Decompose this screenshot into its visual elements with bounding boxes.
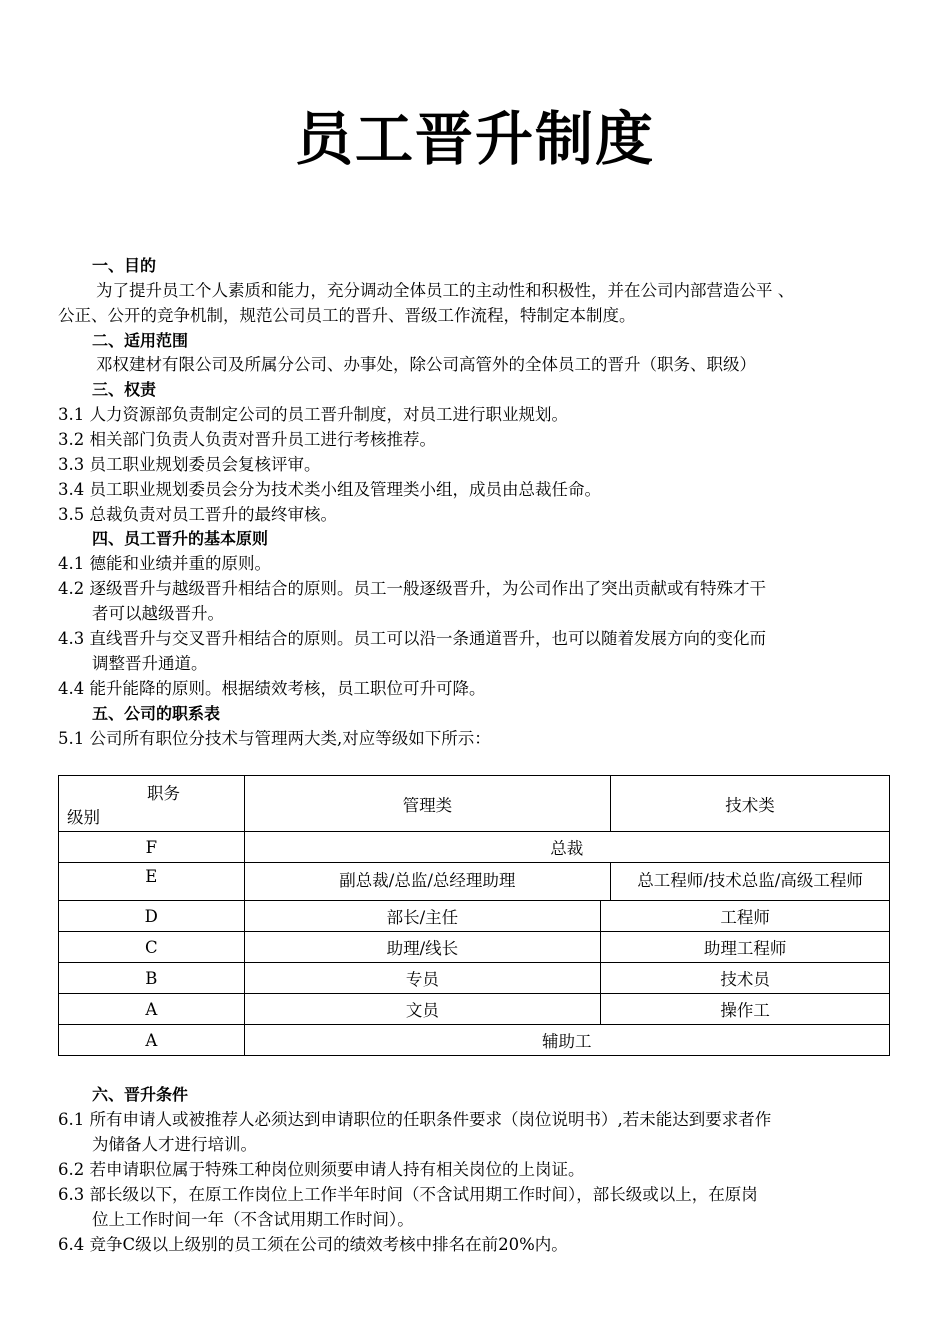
table-row (59, 994, 890, 1025)
principle-item-continuation: 者可以越级晋升。 (92, 604, 224, 623)
table-row (59, 963, 890, 994)
column-header-technical: 技术类 (611, 776, 890, 832)
corner-label-level: 级别 (67, 808, 100, 827)
responsibility-item: 3.2 相关部门负责人负责对晋升员工进行考核推荐。 (58, 430, 436, 449)
scope-paragraph: 邓权建材有限公司及所属分公司、办事处，除公司高管外的全体员工的晋升（职务、职级） (96, 355, 756, 374)
table-row (59, 932, 890, 963)
section-heading-rank-table: 五、公司的职系表 (92, 704, 221, 723)
table-header-row (59, 776, 890, 832)
condition-item: 6.2 若申请职位属于特殊工种岗位则须要申请人持有相关岗位的上岗证。 (58, 1160, 585, 1179)
technical-position-cell: 操作工 (601, 994, 890, 1025)
table-row (59, 832, 890, 863)
column-header-management: 管理类 (244, 776, 611, 832)
responsibility-item: 3.3 员工职业规划委员会复核评审。 (58, 455, 321, 474)
purpose-paragraph-line: 为了提升员工个人素质和能力，充分调动全体员工的主动性和积极性，并在公司内部营造公平 、 (96, 281, 795, 300)
responsibility-item: 3.4 员工职业规划委员会分为技术类小组及管理类小组，成员由总裁任命。 (58, 480, 601, 499)
rank-table (58, 775, 890, 1056)
condition-item-continuation: 为储备人才进行培训。 (92, 1135, 257, 1154)
purpose-paragraph-line: 公正、公开的竞争机制，规范公司员工的晋升、晋级工作流程，特制定本制度。 (58, 306, 636, 325)
management-position-cell: 文员 (244, 994, 601, 1025)
merged-position-cell: 总裁 (244, 832, 889, 863)
condition-item: 6.3 部长级以下，在原工作岗位上工作半年时间（不含试用期工作时间），部长级或以上，在原岗 (58, 1185, 758, 1204)
rank-table-intro: 5.1 公司所有职位分技术与管理两大类,对应等级如下所示： (58, 729, 491, 748)
merged-position-cell: 辅助工 (244, 1025, 889, 1056)
section-heading-scope: 二、适用范围 (92, 331, 189, 350)
principle-item: 4.3 直线晋升与交叉晋升相结合的原则。员工可以沿一条通道晋升，也可以随着发展方向的变化而 (58, 629, 766, 648)
technical-position-cell: 总工程师/技术总监/高级工程师 (611, 863, 890, 901)
section-heading-responsibilities: 三、权责 (92, 380, 157, 399)
principle-item: 4.2 逐级晋升与越级晋升相结合的原则。员工一般逐级晋升，为公司作出了突出贡献或有特殊才干 (58, 579, 766, 598)
management-position-cell: 部长/主任 (244, 901, 601, 932)
level-cell: A (59, 1025, 245, 1056)
table-row (59, 1025, 890, 1056)
management-position-cell: 副总裁/总监/总经理助理 (244, 863, 611, 901)
level-cell: B (59, 963, 245, 994)
level-cell: F (59, 832, 245, 863)
section-heading-principles: 四、员工晋升的基本原则 (92, 529, 269, 548)
principle-item: 4.1 德能和业绩并重的原则。 (58, 554, 271, 573)
technical-position-cell: 工程师 (601, 901, 890, 932)
principle-item: 4.4 能升能降的原则。根据绩效考核，员工职位可升可降。 (58, 679, 486, 698)
management-position-cell: 助理/线长 (244, 932, 601, 963)
table-corner-cell (59, 776, 245, 832)
level-cell: A (59, 994, 245, 1025)
section-heading-conditions: 六、晋升条件 (92, 1085, 189, 1104)
corner-label-position: 职务 (147, 784, 180, 803)
level-cell: E (59, 863, 245, 901)
technical-position-cell: 技术员 (601, 963, 890, 994)
section-heading-purpose: 一、目的 (92, 256, 157, 275)
condition-item: 6.4 竞争C级以上级别的员工须在公司的绩效考核中排名在前20%内。 (58, 1235, 568, 1254)
table-row (59, 901, 890, 932)
technical-position-cell: 助理工程师 (601, 932, 890, 963)
level-cell: D (59, 901, 245, 932)
principle-item-continuation: 调整晋升通道。 (92, 654, 208, 673)
responsibility-item: 3.1 人力资源部负责制定公司的员工晋升制度，对员工进行职业规划。 (58, 405, 568, 424)
management-position-cell: 专员 (244, 963, 601, 994)
level-cell: C (59, 932, 245, 963)
condition-item: 6.1 所有申请人或被推荐人必须达到申请职位的任职条件要求（岗位说明书）,若未能达到要求者作 (58, 1110, 772, 1129)
responsibility-item: 3.5 总裁负责对员工晋升的最终审核。 (58, 505, 337, 524)
document-title: 员工晋升制度 (294, 105, 655, 173)
condition-item-continuation: 位上工作时间一年（不含试用期工作时间）。 (92, 1210, 414, 1229)
table-row (59, 863, 890, 901)
